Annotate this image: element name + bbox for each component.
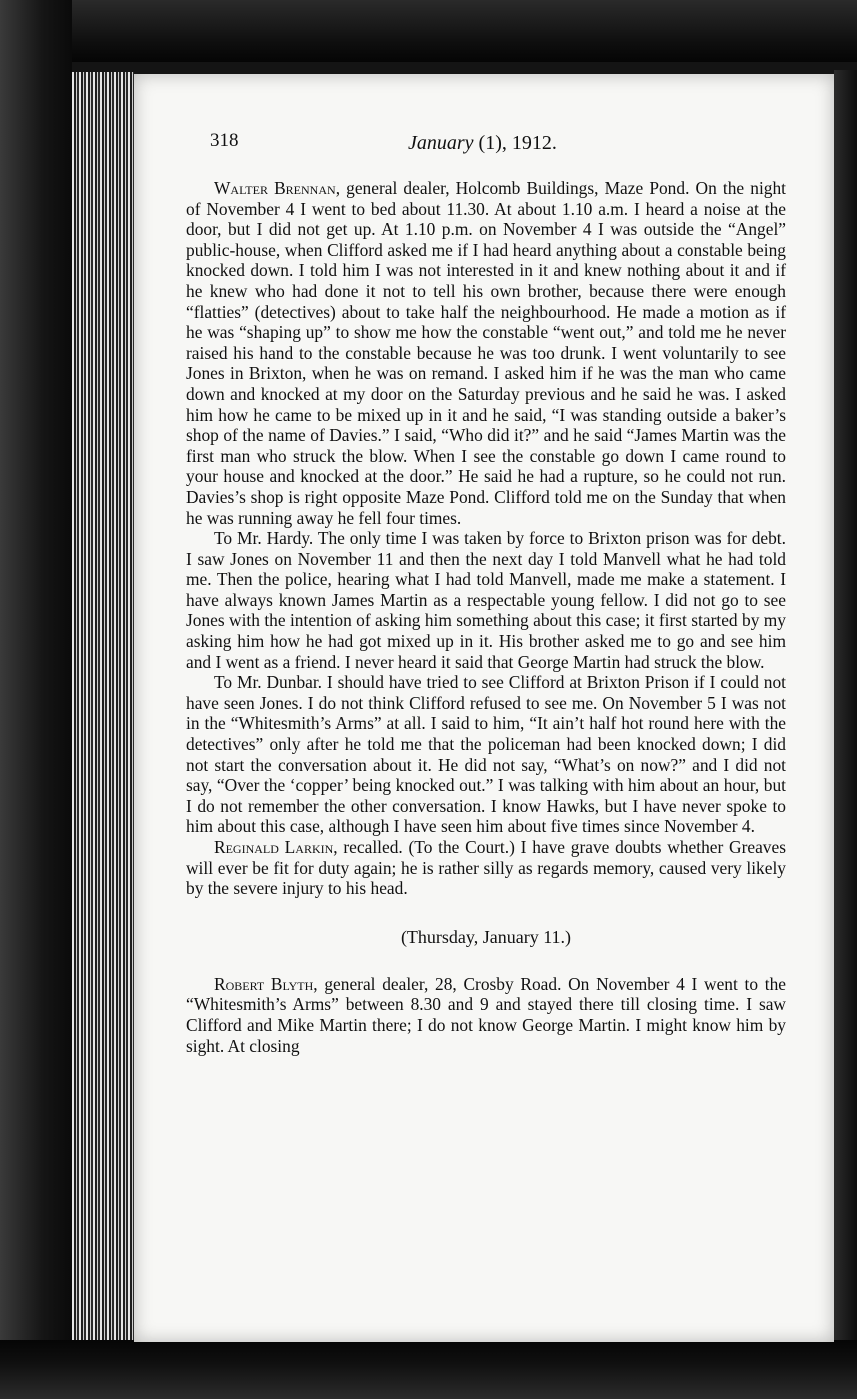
page-content (186, 130, 786, 1056)
book-page (134, 74, 834, 1342)
film-border-top (0, 0, 857, 62)
testimony-text: To Mr. Hardy. The only time I was taken by force to Brixton prison was for debt. I saw Jones on November 11 and then the next day I told Manvell what he had told me. Then the police, hearing what I had told Manvell, made me make a statement. I have always known James Martin as a respectable young fellow. I did not go to see Jones with the intention of asking him something about this case; it first started by my asking him how he had got mixed up in it. His brother asked me to go and see him and I went as a friend. I never heard it said that George Martin had struck the blow. (186, 528, 786, 672)
running-head (408, 132, 557, 155)
testimony-text: To Mr. Dunbar. I should have tried to see Clifford at Brixton Prison if I could not have seen Jones. I do not think Clifford refused to see me. On November 5 I was not in the “Whitesmith’s Arms” at all. I said to him, “It ain’t half hot round here with the detectives” only after he told me that the policeman had been knocked down; I did not start the conversation about it. He did not say, “What’s on now?” and I did not say, “Over the ‘copper’ being knocked out.” I was talking with him about an hour, but I do not remember the other conversation. I know Hawks, but I have never spoke to him about this case, although I have seen him about five times since November 4. (186, 672, 786, 837)
testimony-text: , recalled. (To the Court.) I have grave doubts whether Greaves will ever be fit for duty again; he is rather silly as regards memory, caused very likely by the severe injury to his head. (186, 837, 786, 899)
testimony-text: , general dealer, Holcomb Buildings, Maze Pond. On the night of November 4 I went to bed about 11.30. At about 1.10 a.m. I heard a noise at the door, but I did not get up. At 1.10 p.m. on November 4 I was outside the “Angel” public-house, when Clifford asked me if I had heard anything about a constable being knocked down. I told him I was not interested in it and knew nothing about it and if he knew who had done it not to tell his own brother, because there were enough “flatties” (detectives) about to take half the neighbourhood. He made a motion as if he was “shaping up” to show me how the constable “went out,” and told me he never raised his hand to the constable because he was too drunk. I went voluntarily to see Jones in Brixton, when he was on remand. I asked him if he was the man who came down and knocked at my door on the Saturday previous and he said he was. I asked him how he came to be mixed up in it and he said, “I was standing outside a baker’s shop of the name of Davies.” I said, “Who did it?” and he said “James Martin was the first man who struck the blow. When I see the constable go down I came round to your house and knocked at the door.” He said he had a rupture, so he could not run. Davies’s shop is right opposite Maze Pond. Clifford told me on the Sunday that when he was running away he fell four times. (186, 178, 786, 528)
running-head-date: (1), 1912. (473, 132, 557, 154)
testimony-paragraph (186, 974, 786, 1056)
cross-examination-paragraph (186, 528, 786, 672)
page-header (186, 130, 786, 166)
witness-name: Reginald Larkin (214, 837, 334, 857)
running-head-month: January (408, 132, 474, 154)
testimony-text: , general dealer, 28, Crosby Road. On November 4 I went to the “Whitesmith’s Arms” between 8.30 and 9 and stayed there till closing time. I saw Clifford and Mike Martin there; I do not know George Martin. I might know him by sight. At closing (186, 973, 786, 1056)
testimony-paragraph (186, 837, 786, 899)
witness-name: Robert Blyth (214, 973, 314, 994)
cross-examination-paragraph (186, 672, 786, 837)
day-heading: (Thursday, January 11.) (400, 926, 572, 947)
film-border-bottom (0, 1340, 857, 1399)
witness-name: Walter Brennan (214, 178, 336, 198)
film-border-left (0, 0, 72, 1399)
book-page-edges (72, 72, 134, 1344)
film-border-right (834, 70, 857, 1344)
page-number: 318 (210, 130, 239, 151)
testimony-paragraph (186, 178, 786, 528)
